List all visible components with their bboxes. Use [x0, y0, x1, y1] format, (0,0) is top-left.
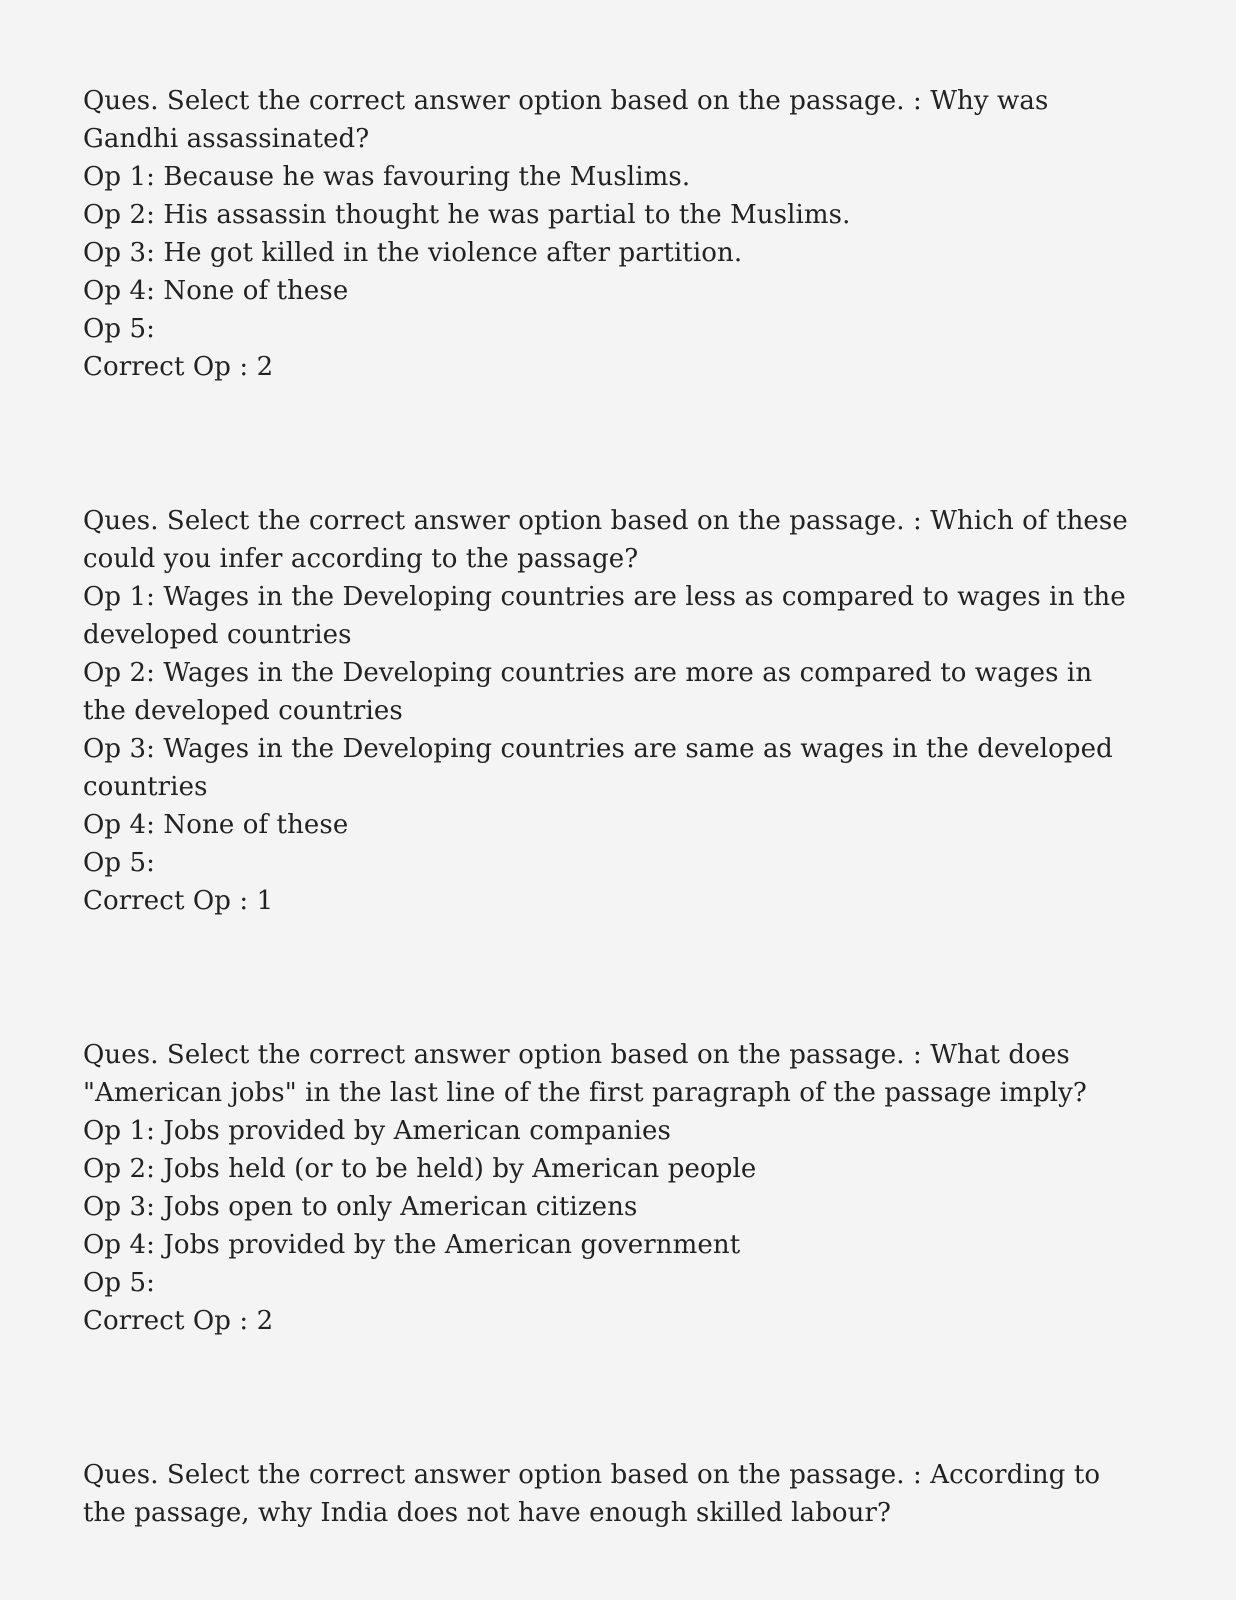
- option-line: Op 5:: [83, 1268, 156, 1298]
- question-text-line: Ques. Select the correct answer option based on the passage. : Which of these: [83, 506, 1128, 536]
- question-block-4: [83, 1456, 1163, 1532]
- option-line: Op 3: He got killed in the violence after partition.: [83, 238, 743, 268]
- question-block-1: [83, 82, 1163, 386]
- question-text-line: could you infer according to the passage?: [83, 544, 639, 574]
- question-text-line: Ques. Select the correct answer option based on the passage. : Why was: [83, 86, 1049, 116]
- option-line: Op 4: None of these: [83, 810, 349, 840]
- question-text-line: "American jobs" in the last line of the first paragraph of the passage imply?: [83, 1078, 1087, 1108]
- option-line: Op 3: Jobs open to only American citizens: [83, 1192, 638, 1222]
- correct-option: Correct Op : 1: [83, 886, 274, 916]
- option-line: Op 5:: [83, 314, 156, 344]
- option-line: Op 4: Jobs provided by the American government: [83, 1230, 741, 1260]
- option-line: countries: [83, 772, 208, 802]
- question-text-line: Ques. Select the correct answer option based on the passage. : According to: [83, 1460, 1101, 1490]
- option-line: Op 2: Wages in the Developing countries are more as compared to wages in: [83, 658, 1093, 688]
- option-line: Op 4: None of these: [83, 276, 349, 306]
- question-block-2: [83, 502, 1163, 920]
- option-line: developed countries: [83, 620, 352, 650]
- question-text-line: Ques. Select the correct answer option based on the passage. : What does: [83, 1040, 1070, 1070]
- question-text-line: Gandhi assassinated?: [83, 124, 370, 154]
- question-block-3: [83, 1036, 1163, 1340]
- option-line: Op 1: Jobs provided by American companies: [83, 1116, 671, 1146]
- option-line: the developed countries: [83, 696, 403, 726]
- question-text-line: the passage, why India does not have enough skilled labour?: [83, 1498, 892, 1528]
- option-line: Op 1: Because he was favouring the Muslims.: [83, 162, 691, 192]
- option-line: Op 3: Wages in the Developing countries are same as wages in the developed: [83, 734, 1113, 764]
- option-line: Op 2: Jobs held (or to be held) by American people: [83, 1154, 757, 1184]
- option-line: Op 2: His assassin thought he was partial to the Muslims.: [83, 200, 851, 230]
- correct-option: Correct Op : 2: [83, 1306, 274, 1336]
- option-line: Op 5:: [83, 848, 156, 878]
- option-line: Op 1: Wages in the Developing countries are less as compared to wages in the: [83, 582, 1126, 612]
- correct-option: Correct Op : 2: [83, 352, 274, 382]
